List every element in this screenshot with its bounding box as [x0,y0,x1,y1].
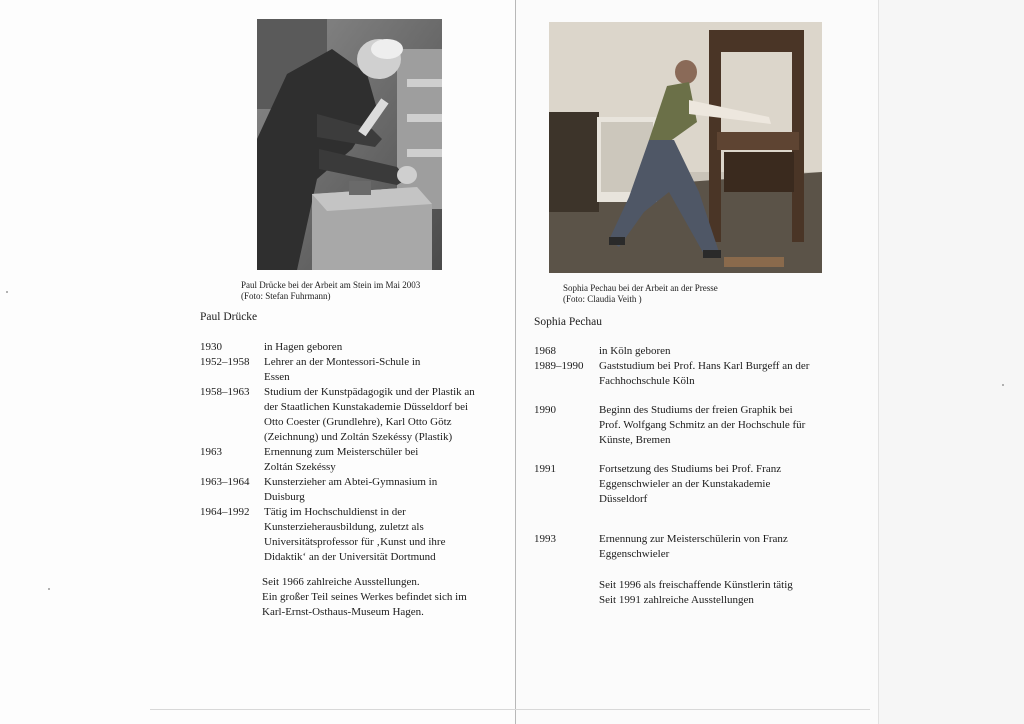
bio-footnote-left [262,575,467,620]
bio-year: 1958–1963 [200,386,250,398]
bio-entry [200,385,500,445]
bio-year: 1963 [200,446,222,458]
bio-text: in Köln geboren [599,345,671,357]
bio-year: 1990 [534,404,556,416]
bio-entry [200,475,500,505]
bio-entry [534,532,834,562]
bio-text: Beginn des Studiums der freien Graphik bei Prof. Wolfgang Schmitz an der Hochschule für Künste, Bremen [599,404,806,446]
footnote-line: Seit 1966 zahlreiche Ausstellungen. [262,576,420,588]
caption-line: Paul Drücke bei der Arbeit am Stein im Mai 2003 [241,280,421,290]
scan-speck [48,588,50,590]
bio-entry [534,403,834,448]
bio-year: 1989–1990 [534,360,584,372]
bio-text: Ernennung zur Meisterschülerin von Franz Eggenschwieler [599,533,788,560]
bio-entry [534,344,834,359]
biography-list-left [200,340,500,565]
bio-year: 1991 [534,463,556,475]
footnote-line: Karl-Ernst-Osthaus-Museum Hagen. [262,606,424,618]
photo-caption-right [563,283,718,305]
bio-entry [534,359,834,389]
bio-text: in Hagen geboren [264,341,343,353]
bio-entry [200,355,500,385]
bio-year: 1968 [534,345,556,357]
biography-list-right [534,344,834,562]
bio-year: 1952–1958 [200,356,250,368]
page-edge [878,0,879,724]
bio-text: Ernennung zum Meisterschüler bei Zoltán Szekéssy [264,446,419,473]
caption-credit: (Foto: Claudia Veith ) [563,294,642,304]
bio-year: 1963–1964 [200,476,250,488]
bio-year: 1964–1992 [200,506,250,518]
name-heading-paul-druecke: Paul Drücke [200,311,258,323]
bio-entry [534,462,834,507]
bio-entry [200,445,500,475]
caption-line: Sophia Pechau bei der Arbeit an der Presse [563,283,718,293]
footnote-line: Ein großer Teil seines Werkes befindet sich im [262,591,467,603]
scan-speck [1002,384,1004,386]
bio-footnote-right [599,578,793,608]
bio-year: 1930 [200,341,222,353]
photo-caption-left [241,280,420,302]
photo-paul-druecke [257,19,442,270]
bio-text: Lehrer an der Montessori-Schule in Essen [264,356,421,383]
bio-text: Fortsetzung des Studiums bei Prof. Franz Eggenschwieler an der Kunstakademie Düsseldorf [599,463,782,505]
footnote-line: Seit 1996 als freischaffende Künstlerin tätig [599,579,793,591]
bio-entry [200,505,500,565]
page-bottom-edge [150,709,870,710]
page-fold [515,0,516,724]
bio-entry [200,340,500,355]
bio-year: 1993 [534,533,556,545]
bio-text: Kunsterzieher am Abtei-Gymnasium in Duisburg [264,476,438,503]
photo-sophia-pechau [549,22,822,273]
footnote-line: Seit 1991 zahlreiche Ausstellungen [599,594,754,606]
bio-text: Gaststudium bei Prof. Hans Karl Burgeff an der Fachhochschule Köln [599,360,810,387]
bio-text: Tätig im Hochschuldienst in der Kunsterzieherausbildung, zuletzt als Universitätsprofessor für ‚Kunst und ihre Didaktik‘ an der Universität Dortmund [264,506,446,563]
scan-speck [6,291,8,293]
name-heading-sophia-pechau: Sophia Pechau [534,316,603,328]
caption-credit: (Foto: Stefan Fuhrmann) [241,291,331,301]
bio-text: Studium der Kunstpädagogik und der Plastik an der Staatlichen Kunstakademie Düsseldorf bei Otto Coester (Grundlehre), Karl Otto Götz (Zeichnung) und Zoltán Szekéssy (Plastik) [264,386,475,443]
